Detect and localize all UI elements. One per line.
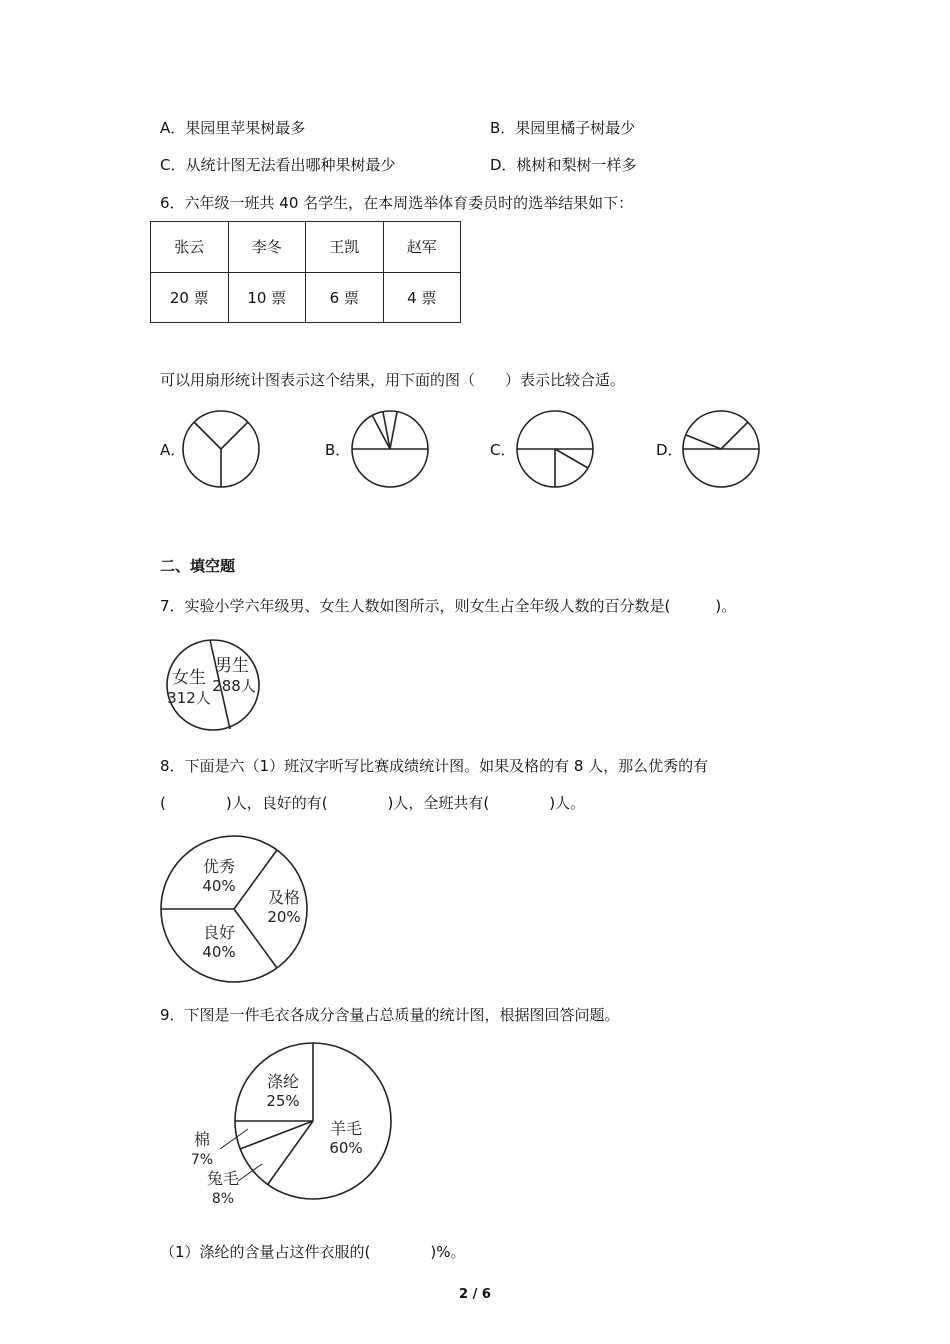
slice-label-boys: 男生 — [215, 656, 249, 676]
slice-value-cotton: 7% — [190, 1152, 214, 1168]
q9-pie-chart — [180, 1043, 400, 1218]
q5-option-b: B．果园里橘子树最少 — [490, 119, 636, 137]
slice-label-girls: 女生 — [172, 668, 206, 688]
choice-c-circle — [515, 409, 595, 489]
slice-value-good: 40% — [202, 943, 236, 961]
q7-stem: 7．实验小学六年级男、女生人数如图所示，则女生占全年级人数的百分数是( )。 — [160, 597, 737, 615]
vote-table — [150, 221, 461, 323]
vote-table-cell: 4 票 — [383, 272, 461, 323]
vote-table-header: 张云 — [151, 222, 229, 273]
vote-table-cell: 10 票 — [228, 272, 306, 323]
vote-table-cell: 6 票 — [306, 272, 384, 323]
leader-line-cotton — [220, 1129, 248, 1149]
slice-label-cotton: 棉 — [193, 1130, 211, 1149]
q6-choice-a-label: A． — [160, 441, 186, 459]
q6-question: 可以用扇形统计图表示这个结果，用下面的图（ ）表示比较合适。 — [160, 371, 626, 389]
q5-option-c: C．从统计图无法看出哪种果树最少 — [160, 156, 396, 174]
slice-value-wool: 60% — [329, 1139, 363, 1157]
slice-value-rabbit: 8% — [211, 1191, 235, 1207]
slice-label-excellent: 优秀 — [202, 857, 236, 876]
slice-value-boys: 288人 — [212, 677, 256, 695]
choice-b-circle — [350, 409, 430, 489]
slice-value-girls: 312人 — [167, 689, 211, 707]
q8-pie-chart — [158, 835, 310, 987]
vote-table-cell: 20 票 — [151, 272, 229, 323]
slice-label-good: 良好 — [202, 923, 236, 942]
q5-option-d: D．桃树和梨树一样多 — [490, 156, 637, 174]
q6-choice-d-label: D． — [656, 441, 683, 459]
q8-line-1: 8．下面是六（1）班汉字听写比赛成绩统计图。如果及格的有 8 人，那么优秀的有 — [160, 757, 709, 775]
slice-label-wool: 羊毛 — [329, 1119, 363, 1138]
vote-table-header: 李冬 — [228, 222, 306, 273]
section-title: 二、填空题 — [160, 557, 236, 575]
page-number: 2 / 6 — [459, 1287, 491, 1302]
vote-table-header: 赵军 — [383, 222, 461, 273]
q9-sub-1: （1）涤纶的含量占这件衣服的( )%。 — [160, 1243, 466, 1261]
choice-d-circle — [681, 409, 761, 489]
slice-label-pass: 及格 — [267, 888, 301, 907]
q6-choice-c-label: C． — [490, 441, 516, 459]
vote-table-header: 王凯 — [306, 222, 384, 273]
slice-value-polyester: 25% — [266, 1092, 300, 1110]
slice-label-polyester: 涤纶 — [266, 1072, 300, 1091]
q7-pie-chart — [160, 637, 266, 733]
slice-value-excellent: 40% — [202, 877, 236, 895]
q6-choice-b-label: B． — [325, 441, 351, 459]
choice-a-circle — [181, 409, 261, 489]
slice-label-rabbit: 兔毛 — [206, 1169, 240, 1188]
q5-option-a: A．果园里苹果树最多 — [160, 119, 306, 137]
q6-stem: 6．六年级一班共 40 名学生，在本周选举体育委员时的选举结果如下： — [160, 194, 634, 212]
q9-stem: 9．下图是一件毛衣各成分含量占总质量的统计图，根据图回答问题。 — [160, 1006, 620, 1024]
q8-line-2: ( )人，良好的有( )人，全班共有( )人。 — [160, 794, 586, 812]
slice-value-pass: 20% — [267, 908, 301, 926]
